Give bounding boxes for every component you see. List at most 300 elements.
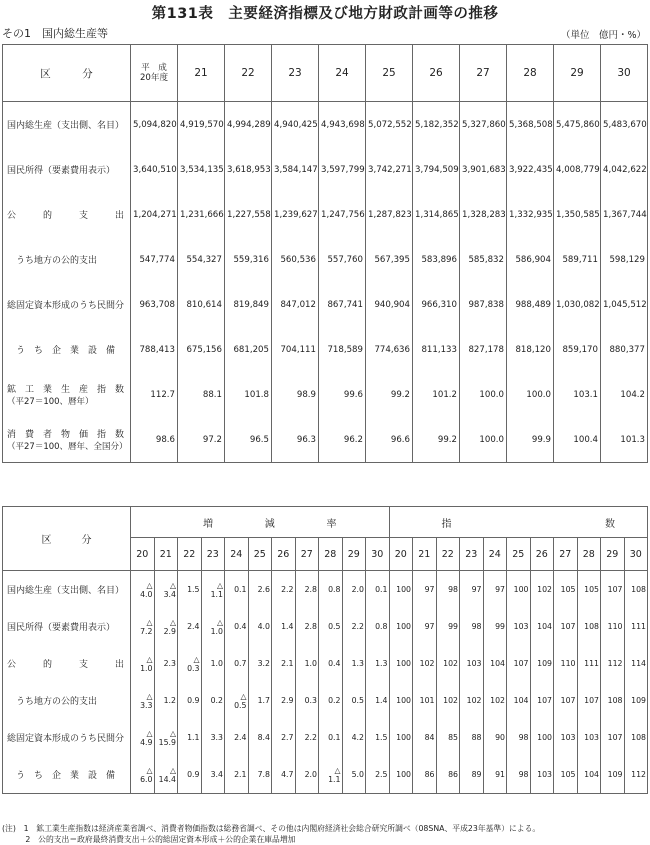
index-cell: 101 (413, 682, 437, 719)
row-label-text: うち地方の公的支出 (7, 256, 98, 266)
table-cell: 1,332,935 (507, 192, 554, 237)
index-year-header: 28 (577, 538, 601, 571)
table1-year-header: 23 (272, 45, 319, 102)
table-cell: 3,640,510 (131, 147, 178, 192)
footnotes (2, 823, 540, 845)
index-cell: 108 (601, 682, 625, 719)
rate-year-header: 24 (225, 538, 249, 571)
rate-cell: 0.9 (178, 756, 202, 794)
index-cell: 85 (436, 719, 460, 756)
table2-header-label: 区 分 (3, 507, 131, 571)
row-label (3, 102, 131, 148)
index-year-header: 25 (507, 538, 531, 571)
table-cell: 5,475,860 (554, 102, 601, 148)
index-cell: 102 (530, 571, 554, 609)
rate-cell: 2.0 (295, 756, 319, 794)
table-row (3, 645, 648, 682)
gdp-table (2, 44, 648, 463)
rate-cell: △ 4.0 (131, 571, 155, 609)
index-cell: 100 (507, 571, 531, 609)
group1-char: 減 (264, 518, 275, 530)
rate-cell: △ 1.1 (319, 756, 343, 794)
rate-year-header: 23 (201, 538, 225, 571)
table-cell: 559,316 (225, 237, 272, 282)
rate-cell: 1.1 (178, 719, 202, 756)
index-cell: 91 (483, 756, 507, 794)
table-cell: 880,377 (601, 327, 648, 372)
index-cell: 104 (483, 645, 507, 682)
table-cell: 718,589 (319, 327, 366, 372)
page-title: 第131表 主要経済指標及び地方財政計画等の推移 (151, 6, 499, 22)
first-year-line1: 平 成 (141, 62, 167, 73)
table1-year-header: 27 (460, 45, 507, 102)
table-row (3, 282, 648, 327)
index-cell: 110 (554, 645, 578, 682)
rate-cell: 3.2 (248, 645, 272, 682)
table-cell: 940,904 (366, 282, 413, 327)
index-cell: 90 (483, 719, 507, 756)
table-cell: 847,012 (272, 282, 319, 327)
index-cell: 110 (601, 608, 625, 645)
rate-year-header: 20 (131, 538, 155, 571)
rate-cell: 0.2 (201, 682, 225, 719)
rate-cell: 7.8 (248, 756, 272, 794)
table-cell: 560,536 (272, 237, 319, 282)
table1-first-year-header (131, 45, 178, 102)
index-cell: 105 (577, 571, 601, 609)
row-label (3, 192, 131, 237)
row-label-text: 消 費 者 物 価 指 数 (7, 430, 125, 440)
table-cell: 4,042,622 (601, 147, 648, 192)
table-cell: 859,170 (554, 327, 601, 372)
row-label-text: 総固定資本形成のうち民間分 (7, 301, 125, 311)
row-label-sub: （平27＝100、暦年、全国分） (7, 442, 128, 452)
table-cell: 988,489 (507, 282, 554, 327)
index-cell: 114 (624, 645, 648, 682)
section-subtitle: その1 国内総生産等 (2, 27, 108, 40)
index-cell: 105 (554, 571, 578, 609)
index-cell: 107 (507, 645, 531, 682)
table-cell: 100.0 (460, 372, 507, 417)
index-cell: 103 (507, 608, 531, 645)
table-row (3, 192, 648, 237)
rate-cell: 2.0 (342, 571, 366, 609)
table-cell: 5,072,552 (366, 102, 413, 148)
table-cell: 1,239,627 (272, 192, 319, 237)
table-cell: 99.2 (366, 372, 413, 417)
table1-year-header: 29 (554, 45, 601, 102)
rate-cell: 0.7 (225, 645, 249, 682)
index-year-header: 21 (413, 538, 437, 571)
rate-cell: 1.4 (366, 682, 390, 719)
index-cell: 103 (577, 719, 601, 756)
index-cell: 97 (460, 571, 484, 609)
table-cell: 3,597,799 (319, 147, 366, 192)
footnote-2: 2 公的支出＝政府最終消費支出＋公的総固定資本形成＋公的企業在庫品増加 (2, 835, 296, 844)
rate-year-header: 26 (272, 538, 296, 571)
table-row (3, 682, 648, 719)
table-cell: 1,287,823 (366, 192, 413, 237)
table-cell: 3,742,271 (366, 147, 413, 192)
table1-header-label: 区 分 (3, 45, 131, 102)
rate-year-header: 28 (319, 538, 343, 571)
rate-cell: 3.3 (201, 719, 225, 756)
table-cell: 598,129 (601, 237, 648, 282)
rate-year-header: 30 (366, 538, 390, 571)
row-label-sub: （平27＝100、暦年） (7, 397, 94, 407)
table-cell: 5,327,860 (460, 102, 507, 148)
rate-cell: 4.7 (272, 756, 296, 794)
index-cell: 97 (483, 571, 507, 609)
table-row (3, 608, 648, 645)
rate-cell: 0.5 (342, 682, 366, 719)
index-cell: 107 (554, 682, 578, 719)
table-row (3, 719, 648, 756)
table-cell: 1,314,865 (413, 192, 460, 237)
rate-cell: 1.4 (272, 608, 296, 645)
index-cell: 99 (436, 608, 460, 645)
index-cell: 104 (530, 608, 554, 645)
rate-cell: 0.1 (366, 571, 390, 609)
index-cell: 108 (624, 571, 648, 609)
table-cell: 1,045,512 (601, 282, 648, 327)
index-cell: 102 (413, 645, 437, 682)
index-cell: 103 (554, 719, 578, 756)
table-cell: 104.2 (601, 372, 648, 417)
row-label-text: う ち 企 業 設 備 (7, 346, 116, 356)
index-cell: 112 (624, 756, 648, 794)
table-cell: 1,227,558 (225, 192, 272, 237)
table1-year-header: 22 (225, 45, 272, 102)
table-cell: 867,741 (319, 282, 366, 327)
rate-cell: 1.2 (154, 682, 178, 719)
table-cell: 96.2 (319, 417, 366, 463)
index-cell: 98 (507, 756, 531, 794)
rate-cell: 4.0 (248, 608, 272, 645)
table-cell: 4,008,779 (554, 147, 601, 192)
table-cell: 811,133 (413, 327, 460, 372)
table-cell: 5,182,352 (413, 102, 460, 148)
table-cell: 1,204,271 (131, 192, 178, 237)
table-row (3, 327, 648, 372)
rate-year-header: 29 (342, 538, 366, 571)
index-year-header: 26 (530, 538, 554, 571)
rate-cell: △ 0.3 (178, 645, 202, 682)
rate-year-header: 25 (248, 538, 272, 571)
index-cell: 88 (460, 719, 484, 756)
rate-cell: 5.0 (342, 756, 366, 794)
table-cell: 4,943,698 (319, 102, 366, 148)
table-cell: 3,794,509 (413, 147, 460, 192)
index-cell: 102 (483, 682, 507, 719)
row-label (3, 372, 131, 417)
footnote-1: (注) 1 鉱工業生産指数は経済産業省調べ、消費者物価指数は総務省調べ、その他は内閣府経済社会総合研究所調べ（08SNA、平成23年基準）による。 (2, 824, 541, 833)
table-cell: 96.6 (366, 417, 413, 463)
index-cell: 109 (624, 682, 648, 719)
table-cell: 101.8 (225, 372, 272, 417)
index-cell: 104 (577, 756, 601, 794)
table-cell: 704,111 (272, 327, 319, 372)
rate-year-header: 22 (178, 538, 202, 571)
table1-year-header: 26 (413, 45, 460, 102)
rate-cell: 1.3 (366, 645, 390, 682)
table-row (3, 237, 648, 282)
table1-year-header: 30 (601, 45, 648, 102)
rate-cell: 2.8 (295, 608, 319, 645)
table-cell: 99.9 (507, 417, 554, 463)
table-cell: 589,711 (554, 237, 601, 282)
group1-char: 増 (203, 518, 213, 530)
table-cell: 819,849 (225, 282, 272, 327)
rate-cell: 2.9 (272, 682, 296, 719)
table-cell: 547,774 (131, 237, 178, 282)
index-cell: 111 (624, 608, 648, 645)
table-row (3, 102, 648, 148)
rate-cell: △ 3.4 (154, 571, 178, 609)
index-year-header: 20 (389, 538, 413, 571)
table-row (3, 417, 648, 463)
row-label: 国内総生産（支出側、名目） (3, 571, 131, 609)
table-cell: 987,838 (460, 282, 507, 327)
table-cell: 101.2 (413, 372, 460, 417)
table-row (3, 756, 648, 794)
table-cell: 96.3 (272, 417, 319, 463)
index-cell: 105 (554, 756, 578, 794)
table-cell: 827,178 (460, 327, 507, 372)
rate-cell: 0.4 (319, 645, 343, 682)
index-cell: 107 (530, 682, 554, 719)
table-row (3, 571, 648, 609)
table-cell: 5,094,820 (131, 102, 178, 148)
rate-cell: 2.1 (272, 645, 296, 682)
table-cell: 1,328,283 (460, 192, 507, 237)
rate-cell: 2.5 (366, 756, 390, 794)
rate-cell: 8.4 (248, 719, 272, 756)
row-label-text: 国民所得（要素費用表示） (7, 166, 116, 176)
rate-cell: 1.3 (342, 645, 366, 682)
table-cell: 1,030,082 (554, 282, 601, 327)
index-cell: 102 (460, 682, 484, 719)
rate-cell: △ 14.4 (154, 756, 178, 794)
index-year-header: 27 (554, 538, 578, 571)
index-cell: 108 (577, 608, 601, 645)
rate-cell: 2.1 (225, 756, 249, 794)
growth-rate-group-header (131, 507, 390, 538)
index-cell: 112 (601, 645, 625, 682)
rate-cell: 0.1 (225, 571, 249, 609)
index-cell: 107 (577, 682, 601, 719)
index-cell: 100 (389, 608, 413, 645)
row-label (3, 147, 131, 192)
table-cell: 112.7 (131, 372, 178, 417)
table-cell: 101.3 (601, 417, 648, 463)
rate-cell: △ 1.0 (131, 645, 155, 682)
table1-year-header: 28 (507, 45, 554, 102)
index-cell: 100 (530, 719, 554, 756)
rate-cell: △ 3.3 (131, 682, 155, 719)
table1-year-header: 21 (178, 45, 225, 102)
table-cell: 818,120 (507, 327, 554, 372)
table-cell: 97.2 (178, 417, 225, 463)
index-cell: 98 (460, 608, 484, 645)
row-label (3, 237, 131, 282)
index-year-header: 24 (483, 538, 507, 571)
table-cell: 585,832 (460, 237, 507, 282)
index-cell: 103 (530, 756, 554, 794)
index-group-header (389, 507, 648, 538)
table-cell: 1,367,744 (601, 192, 648, 237)
index-cell: 98 (507, 719, 531, 756)
index-cell: 111 (577, 645, 601, 682)
table-cell: 554,327 (178, 237, 225, 282)
row-label (3, 282, 131, 327)
row-label (3, 417, 131, 463)
row-label: う ち 企 業 設 備 (3, 756, 131, 794)
table-cell: 98.9 (272, 372, 319, 417)
table-cell: 99.2 (413, 417, 460, 463)
table-cell: 5,368,508 (507, 102, 554, 148)
index-cell: 89 (460, 756, 484, 794)
rate-cell: 2.6 (248, 571, 272, 609)
index-cell: 108 (624, 719, 648, 756)
index-cell: 109 (601, 756, 625, 794)
row-label: 総固定資本形成のうち民間分 (3, 719, 131, 756)
group1-char: 率 (326, 518, 337, 530)
rate-cell: 2.4 (225, 719, 249, 756)
table-cell: 1,247,756 (319, 192, 366, 237)
rate-cell: 1.7 (248, 682, 272, 719)
rate-cell: 1.5 (178, 571, 202, 609)
rate-cell: 0.2 (319, 682, 343, 719)
rate-cell: 2.2 (342, 608, 366, 645)
rate-year-header: 21 (154, 538, 178, 571)
row-label (3, 327, 131, 372)
table-cell: 681,205 (225, 327, 272, 372)
rate-cell: 3.4 (201, 756, 225, 794)
rate-cell: 2.7 (272, 719, 296, 756)
group2-char: 指 (441, 518, 452, 530)
index-cell: 86 (436, 756, 460, 794)
rate-cell: 0.8 (319, 571, 343, 609)
rate-cell: 1.0 (201, 645, 225, 682)
table-cell: 5,483,670 (601, 102, 648, 148)
table1-year-header: 25 (366, 45, 413, 102)
table-cell: 96.5 (225, 417, 272, 463)
index-cell: 86 (413, 756, 437, 794)
table-cell: 675,156 (178, 327, 225, 372)
table-cell: 966,310 (413, 282, 460, 327)
rate-cell: △ 7.2 (131, 608, 155, 645)
index-cell: 84 (413, 719, 437, 756)
index-cell: 102 (436, 682, 460, 719)
table-cell: 583,896 (413, 237, 460, 282)
rate-cell: 1.5 (366, 719, 390, 756)
table-cell: 99.6 (319, 372, 366, 417)
row-label: 国民所得（要素費用表示） (3, 608, 131, 645)
index-cell: 107 (554, 608, 578, 645)
row-label-text: 公 的 支 出 (7, 211, 125, 221)
index-cell: 109 (530, 645, 554, 682)
rate-cell: 0.9 (178, 682, 202, 719)
rate-cell: △ 15.9 (154, 719, 178, 756)
rate-cell: 4.2 (342, 719, 366, 756)
rate-cell: △ 1.1 (201, 571, 225, 609)
table-cell: 3,584,147 (272, 147, 319, 192)
rate-cell: 2.2 (272, 571, 296, 609)
index-cell: 102 (436, 645, 460, 682)
row-label-text: 国内総生産（支出側、名目） (7, 121, 125, 131)
table-cell: 810,614 (178, 282, 225, 327)
rate-cell: 0.8 (366, 608, 390, 645)
index-cell: 107 (601, 719, 625, 756)
index-cell: 100 (389, 756, 413, 794)
group2-char: 数 (605, 518, 615, 530)
index-year-header: 30 (624, 538, 648, 571)
rate-year-header: 27 (295, 538, 319, 571)
table-cell: 788,413 (131, 327, 178, 372)
rate-cell: 0.1 (319, 719, 343, 756)
index-cell: 100 (389, 571, 413, 609)
index-cell: 107 (601, 571, 625, 609)
index-cell: 99 (483, 608, 507, 645)
table-cell: 963,708 (131, 282, 178, 327)
table-cell: 4,919,570 (178, 102, 225, 148)
table-cell: 3,901,683 (460, 147, 507, 192)
index-cell: 104 (507, 682, 531, 719)
first-year-line2: 20年度 (139, 73, 169, 83)
rate-cell: 2.8 (295, 571, 319, 609)
index-cell: 100 (389, 719, 413, 756)
table-cell: 100.0 (507, 372, 554, 417)
table-row (3, 372, 648, 417)
rate-cell: 2.3 (154, 645, 178, 682)
table-cell: 3,534,135 (178, 147, 225, 192)
index-cell: 97 (413, 608, 437, 645)
rate-cell: 0.4 (225, 608, 249, 645)
table-cell: 100.0 (460, 417, 507, 463)
growth-index-table (2, 506, 648, 794)
rate-cell: △ 1.0 (201, 608, 225, 645)
table-cell: 88.1 (178, 372, 225, 417)
table-cell: 4,994,289 (225, 102, 272, 148)
rate-cell: 2.4 (178, 608, 202, 645)
table-cell: 100.4 (554, 417, 601, 463)
index-cell: 97 (413, 571, 437, 609)
index-cell: 100 (389, 645, 413, 682)
rate-cell: 0.3 (295, 682, 319, 719)
table-cell: 567,395 (366, 237, 413, 282)
rate-cell: △ 0.5 (225, 682, 249, 719)
rate-cell: 0.5 (319, 608, 343, 645)
index-cell: 98 (436, 571, 460, 609)
rate-cell: △ 2.9 (154, 608, 178, 645)
index-cell: 103 (460, 645, 484, 682)
row-label: 公 的 支 出 (3, 645, 131, 682)
index-year-header: 23 (460, 538, 484, 571)
table-cell: 3,618,953 (225, 147, 272, 192)
index-year-header: 29 (601, 538, 625, 571)
rate-cell: △ 6.0 (131, 756, 155, 794)
row-label: うち地方の公的支出 (3, 682, 131, 719)
table-cell: 4,940,425 (272, 102, 319, 148)
table1-year-header: 24 (319, 45, 366, 102)
row-label-text: 鉱 工 業 生 産 指 数 (7, 385, 125, 395)
rate-cell: 2.2 (295, 719, 319, 756)
table-cell: 557,760 (319, 237, 366, 282)
table-cell: 586,904 (507, 237, 554, 282)
table-cell: 1,231,666 (178, 192, 225, 237)
table-row (3, 147, 648, 192)
